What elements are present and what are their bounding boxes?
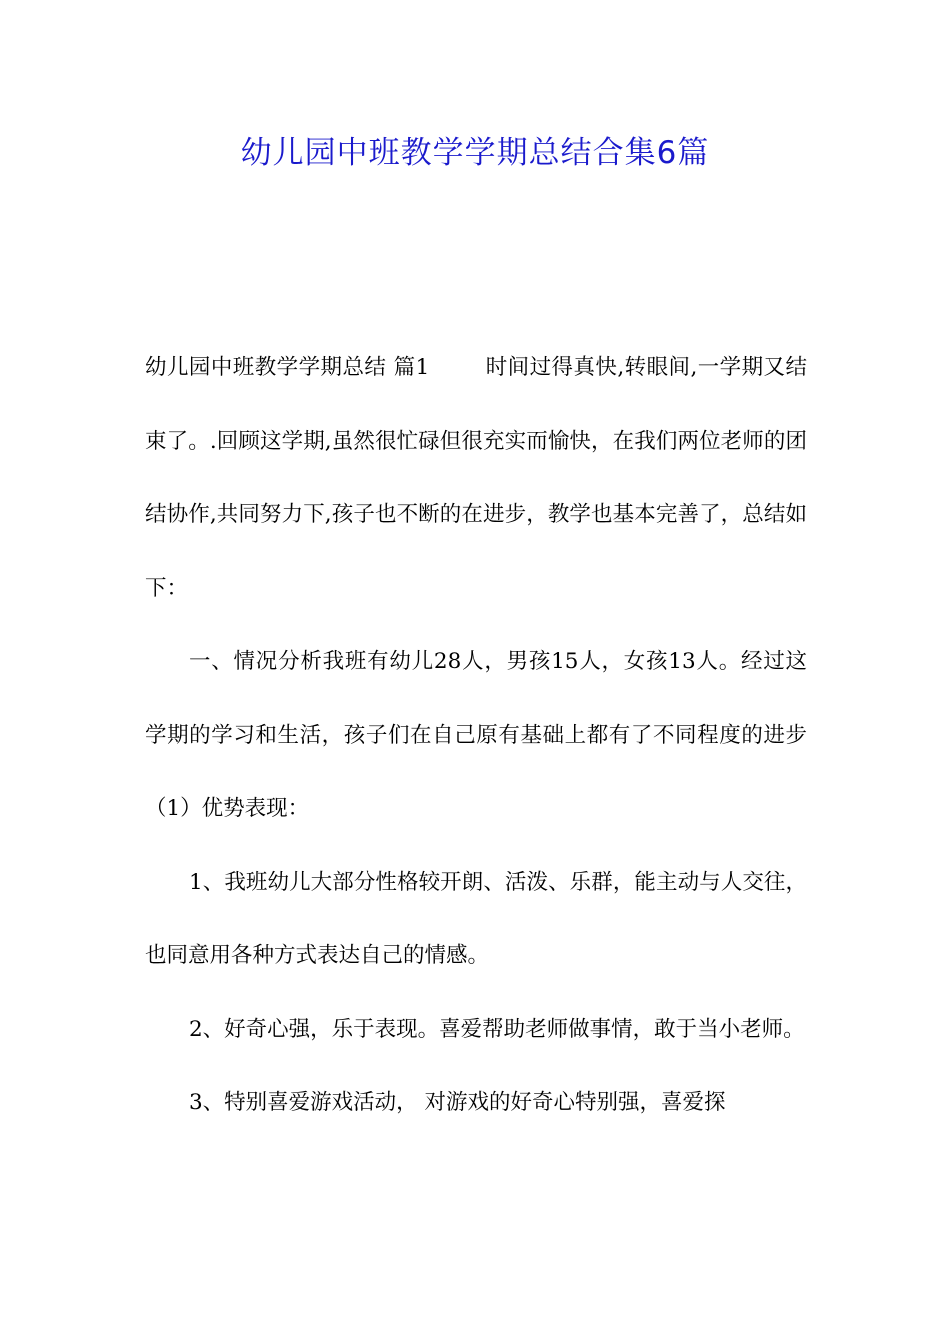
paragraph-text: 时间过得真快,转眼间,一学期又结束了。.回顾这学期,虽然很忙碌但很充实而愉快，在我们两位老师的团结协作,共同努力下,孩子也不断的在进步，教学也基本完善了，总结如下： (145, 355, 808, 601)
section-heading: 幼儿园中班教学学期总结 篇1 (145, 355, 430, 380)
paragraph-item-3: 3、特别喜爱游戏活动， 对游戏的好奇心特别强，喜爱探 (189, 1090, 726, 1115)
paragraph-situation: 一、情况分析我班有幼儿28人，男孩15人，女孩13人。经过这学期的学习和生活，孩子们在自己原有基础上都有了不同程度的进步（1）优势表现： (145, 649, 807, 821)
document-body (145, 331, 807, 1140)
paragraph-item-2: 2、好奇心强，乐于表现。喜爱帮助老师做事情，敢于当小老师。 (189, 1016, 805, 1042)
paragraph-intro (145, 331, 807, 625)
paragraph-item-1: 1、我班幼儿大部分性格较开朗、活泼、乐群，能主动与人交往，也同意用各种方式表达自己的情感。 (145, 869, 807, 968)
document-title: 幼儿园中班教学学期总结合集6篇 (240, 135, 710, 171)
